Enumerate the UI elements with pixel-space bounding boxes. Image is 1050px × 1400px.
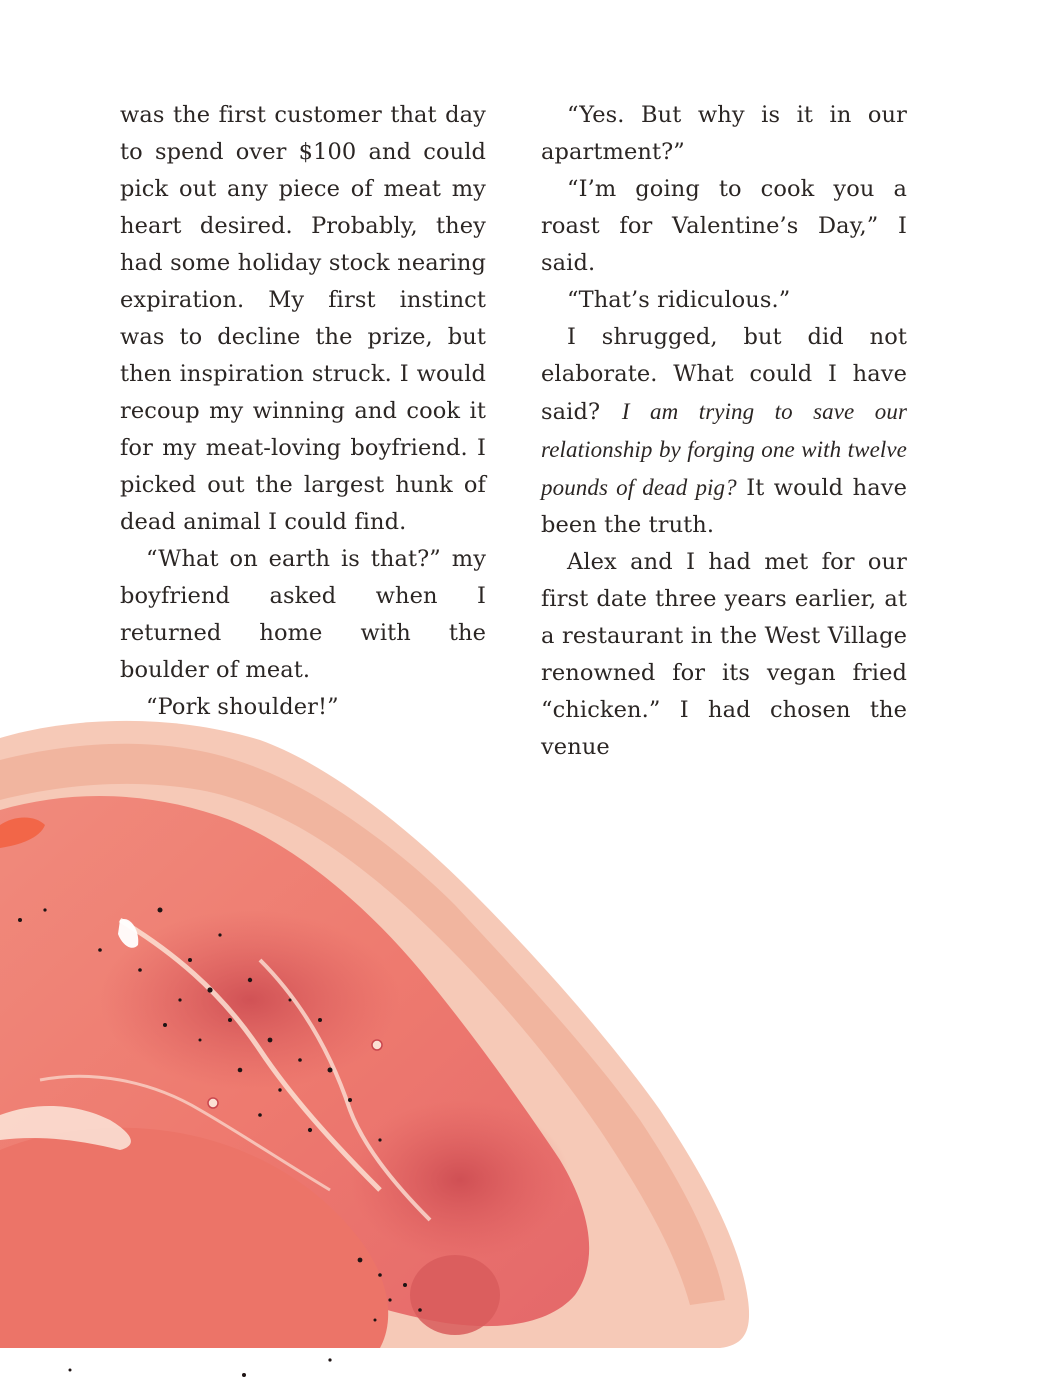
paragraph: “Yes. But why is it in our apartment?” bbox=[541, 102, 907, 165]
muscle-knob-shape bbox=[410, 1255, 500, 1335]
paragraph: Alex and I had met for our first date three years earlier, at a restaurant in the West Village renowned for its vegan fried “chicken.” I had chosen the venue bbox=[541, 549, 907, 760]
fat-bubble-shape bbox=[372, 1040, 382, 1050]
paragraph-text: It would have been the truth. bbox=[541, 475, 907, 538]
fat-bubble-shape bbox=[208, 1098, 218, 1108]
italic-thought: I am trying to save our relationship by forging one with twelve pounds of dead pig? bbox=[541, 399, 907, 500]
paragraph: “That’s ridiculous.” bbox=[567, 287, 791, 313]
muscle-shade-shape bbox=[350, 1100, 570, 1260]
pork-shoulder-illustration bbox=[0, 720, 760, 1400]
left-text-column bbox=[120, 97, 486, 726]
paragraph: “Pork shoulder!” bbox=[146, 694, 339, 720]
paragraph: “I’m going to cook you a roast for Valentine’s Day,” I said. bbox=[541, 176, 907, 276]
paragraph-text: I shrugged, but did not elaborate. What could I have said? bbox=[541, 324, 907, 425]
paragraph bbox=[541, 319, 907, 544]
paragraph: was the first customer that day to spend over $100 and could pick out any piece of meat my heart desired. Probably, they had some holiday stock nearing expiration. My first instinct was to decline the prize, but then inspiration struck. I would recoup my winning and cook it for my meat-loving boyfriend. I picked out the largest hunk of dead animal I could find. bbox=[120, 102, 486, 535]
paragraph: “What on earth is that?” my boyfriend asked when I returned home with the boulder of meat. bbox=[120, 546, 486, 683]
right-text-column bbox=[541, 97, 907, 766]
